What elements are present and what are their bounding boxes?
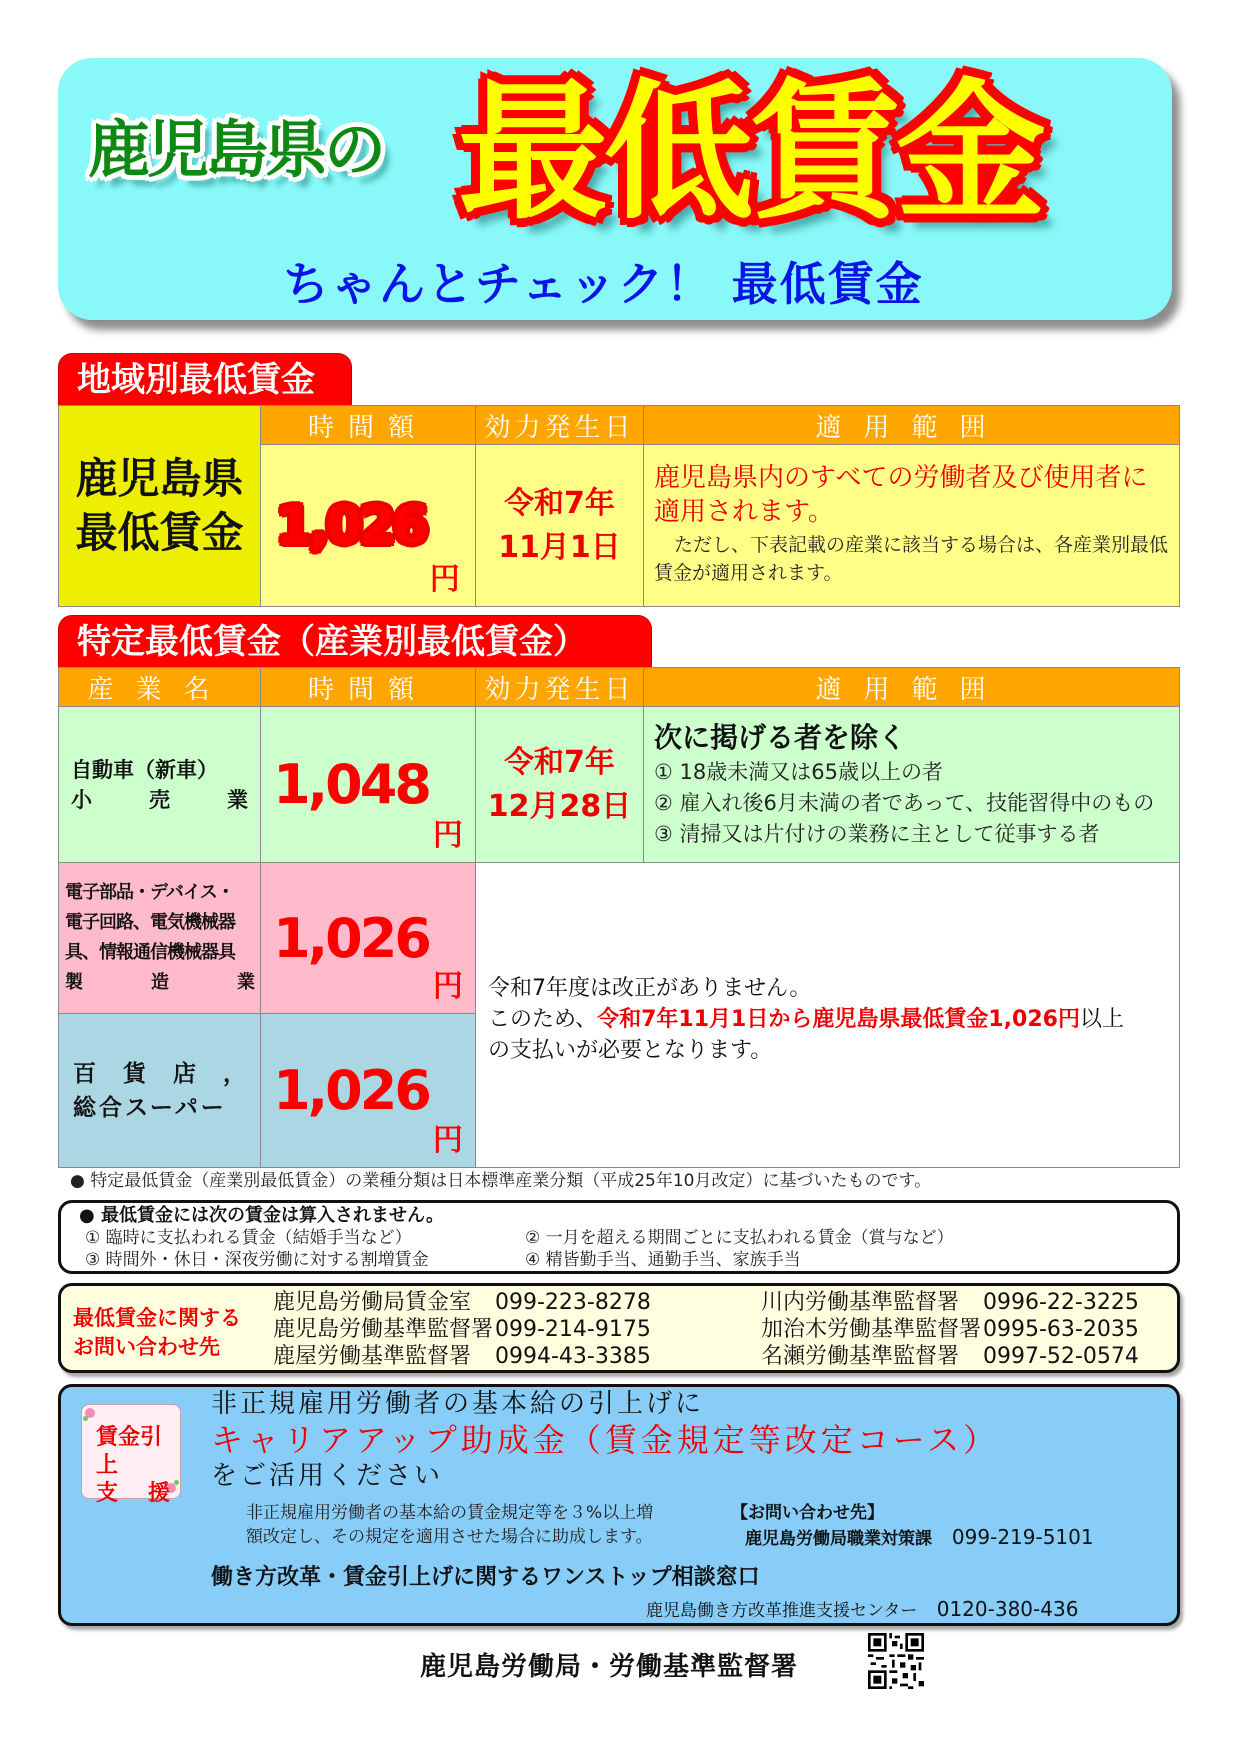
leaf-icon <box>83 1416 88 1421</box>
regional-scope-cell <box>643 444 1180 607</box>
office-phone[interactable]: 0994-43-3385 <box>495 1344 651 1369</box>
office-phone[interactable]: 099-214-9175 <box>495 1317 651 1342</box>
department-amount: 1,026 <box>273 1059 429 1122</box>
exclusion-item: ② 一月を超える期間ごとに支払われる賃金（賞与など） <box>525 1228 954 1248</box>
industry-col-name: 産業名 <box>58 667 261 707</box>
auto-scope-title: 次に掲げる者を除く <box>654 721 907 754</box>
industry-wage-tab: 特定最低賃金（産業別最低賃金） <box>58 615 652 667</box>
onestop-phone[interactable]: 0120-380-436 <box>936 1597 1079 1621</box>
yen-unit: 円 <box>432 1123 463 1158</box>
auto-amount: 1,048 <box>273 753 429 816</box>
office-name: 川内労働基準監督署 <box>761 1290 960 1315</box>
regional-scope-main: 鹿児島県内のすべての労働者及び使用者に適用されます。 <box>654 463 1148 527</box>
industry-col-date: 効力発生日 <box>475 667 644 707</box>
industry-row-auto-date <box>475 706 644 863</box>
office-phone[interactable]: 099-223-8278 <box>495 1290 651 1315</box>
no-revision-line1: 令和7年度は改正がありません。 <box>488 976 812 1001</box>
industry-row-auto-scope <box>643 706 1180 863</box>
office-phone[interactable]: 0995-63-2035 <box>983 1317 1139 1342</box>
contacts-left-column <box>273 1289 651 1370</box>
office-name: 鹿屋労働基準監督署 <box>273 1344 472 1369</box>
auto-name-line1: 自動車（新車） <box>71 757 218 782</box>
inquiry-office: 鹿児島労働局職業対策課 <box>745 1529 932 1549</box>
career-description: 非正規雇用労働者の基本給の賃金規定等を３%以上増 額改定し、その規定を適用させた場合に助成します。 <box>246 1503 654 1547</box>
onestop-center: 鹿児島働き方改革推進支援センター <box>646 1601 918 1621</box>
industry-row-department-amount <box>260 1013 476 1168</box>
title-banner <box>58 58 1172 320</box>
classification-note: ● 特定最低賃金（産業別最低賃金）の業種分類は日本標準産業分類（平成25年10月改定）に基づいたものです。 <box>70 1171 932 1191</box>
no-revision-line2: このため、令和7年11月1日から鹿児島県最低賃金1,026円以上 <box>488 1007 1124 1032</box>
electronics-amount: 1,026 <box>273 906 429 970</box>
regional-date-day: 11月1日 <box>498 529 621 565</box>
badge-line1: 賃金引上 <box>96 1425 163 1478</box>
auto-date-day: 12月28日 <box>487 788 632 824</box>
wage-raise-support-badge: 賃金引上 支 援 <box>81 1404 181 1499</box>
regional-scope-note: ただし、下表記載の産業に該当する場合は、各産業別最低賃金が適用されます。 <box>654 534 1169 584</box>
contacts-right-column <box>761 1289 1139 1370</box>
regional-amount: 1,026 <box>276 495 426 556</box>
industry-col-amount: 時間額 <box>260 667 476 707</box>
auto-scope-item: ③ 清掃又は片付けの業務に主として従事する者 <box>654 822 1100 846</box>
regional-date-cell <box>475 444 644 607</box>
industry-row-department-name: 百 貨 店 ， 総合スーパー <box>58 1013 261 1168</box>
office-phone[interactable]: 0997-52-0574 <box>983 1344 1139 1369</box>
auto-scope-item: ① 18歳未満又は65歳以上の者 <box>654 760 943 784</box>
exclusion-item: ④ 精皆勤手当、通勤手当、家族手当 <box>525 1250 801 1270</box>
regional-col-scope: 適用範囲 <box>643 405 1180 445</box>
onestop-title: 働き方改革・賃金引上げに関するワンストップ相談窓口 <box>211 1565 760 1590</box>
exclusions-box <box>58 1200 1180 1274</box>
career-up-box <box>58 1384 1180 1626</box>
auto-scope-item: ② 雇入れ後6月未満の者であって、技能習得中のもの <box>654 791 1155 815</box>
exclusions-title: ● 最低賃金には次の賃金は算入されません。 <box>79 1205 445 1226</box>
regional-amount-cell <box>260 444 476 607</box>
career-intro: 非正規雇用労働者の基本給の引上げに <box>211 1389 705 1419</box>
career-subsidy-name[interactable]: キャリアアップ助成金（賃金規定等改定コース） <box>211 1421 1000 1459</box>
industry-row-auto-name <box>58 706 261 863</box>
regional-col-date: 効力発生日 <box>475 405 644 445</box>
regional-row-label <box>58 405 261 607</box>
onestop-contact <box>646 1596 1078 1624</box>
prefecture-title: 鹿児島県の <box>88 113 384 186</box>
yen-unit: 円 <box>429 562 460 597</box>
industry-row-auto-amount <box>260 706 476 863</box>
career-inquiry <box>731 1501 1094 1551</box>
exclusion-item: ③ 時間外・休日・深夜労働に対する割増賃金 <box>85 1250 429 1270</box>
regional-wage-tab: 地域別最低賃金 <box>58 353 352 405</box>
no-revision-note-cell <box>475 862 1180 1168</box>
office-phone[interactable]: 0996-22-3225 <box>983 1290 1139 1315</box>
office-name: 鹿児島労働基準監督署 <box>273 1317 494 1342</box>
yen-unit: 円 <box>432 818 463 853</box>
office-name: 名瀬労働基準監督署 <box>761 1344 960 1369</box>
office-name: 加治木労働基準監督署 <box>761 1317 982 1342</box>
industry-row-electronics-amount <box>260 862 476 1014</box>
main-title: 最低賃金 <box>458 66 1043 240</box>
auto-name-line2: 小 売 業 <box>71 787 248 812</box>
qr-code-icon[interactable] <box>868 1633 924 1689</box>
issuer: 鹿児島労働局・労働基準監督署 <box>420 1652 799 1682</box>
leaf-icon <box>174 1480 179 1485</box>
regional-col-amount: 時間額 <box>260 405 476 445</box>
career-cta: をご活用ください <box>211 1461 444 1491</box>
regional-label-line1: 鹿児島県 <box>75 454 244 503</box>
office-name: 鹿児島労働局賃金室 <box>273 1290 472 1315</box>
subtitle: ちゃんとチェック！ 最低賃金 <box>283 257 924 311</box>
industry-row-electronics-name: 電子部品・デバイス・ 電子回路、電気機械器 具、情報通信機械器具 製 造 業 <box>58 862 261 1014</box>
exclusion-item: ① 臨時に支払われる賃金（結婚手当など） <box>85 1228 412 1248</box>
no-revision-line3: の支払いが必要となります。 <box>488 1038 773 1063</box>
inquiry-label: 【お問い合わせ先】 <box>731 1503 884 1523</box>
regional-date-era: 令和7年 <box>504 485 615 521</box>
contacts-label: 最低賃金に関する お問い合わせ先 <box>73 1306 241 1359</box>
regional-label-line2: 最低賃金 <box>75 508 244 557</box>
industry-col-scope: 適用範囲 <box>643 667 1180 707</box>
inquiry-phone[interactable]: 099-219-5101 <box>951 1525 1094 1549</box>
auto-date-era: 令和7年 <box>504 744 615 780</box>
contacts-box <box>58 1283 1180 1373</box>
yen-unit: 円 <box>432 969 463 1004</box>
